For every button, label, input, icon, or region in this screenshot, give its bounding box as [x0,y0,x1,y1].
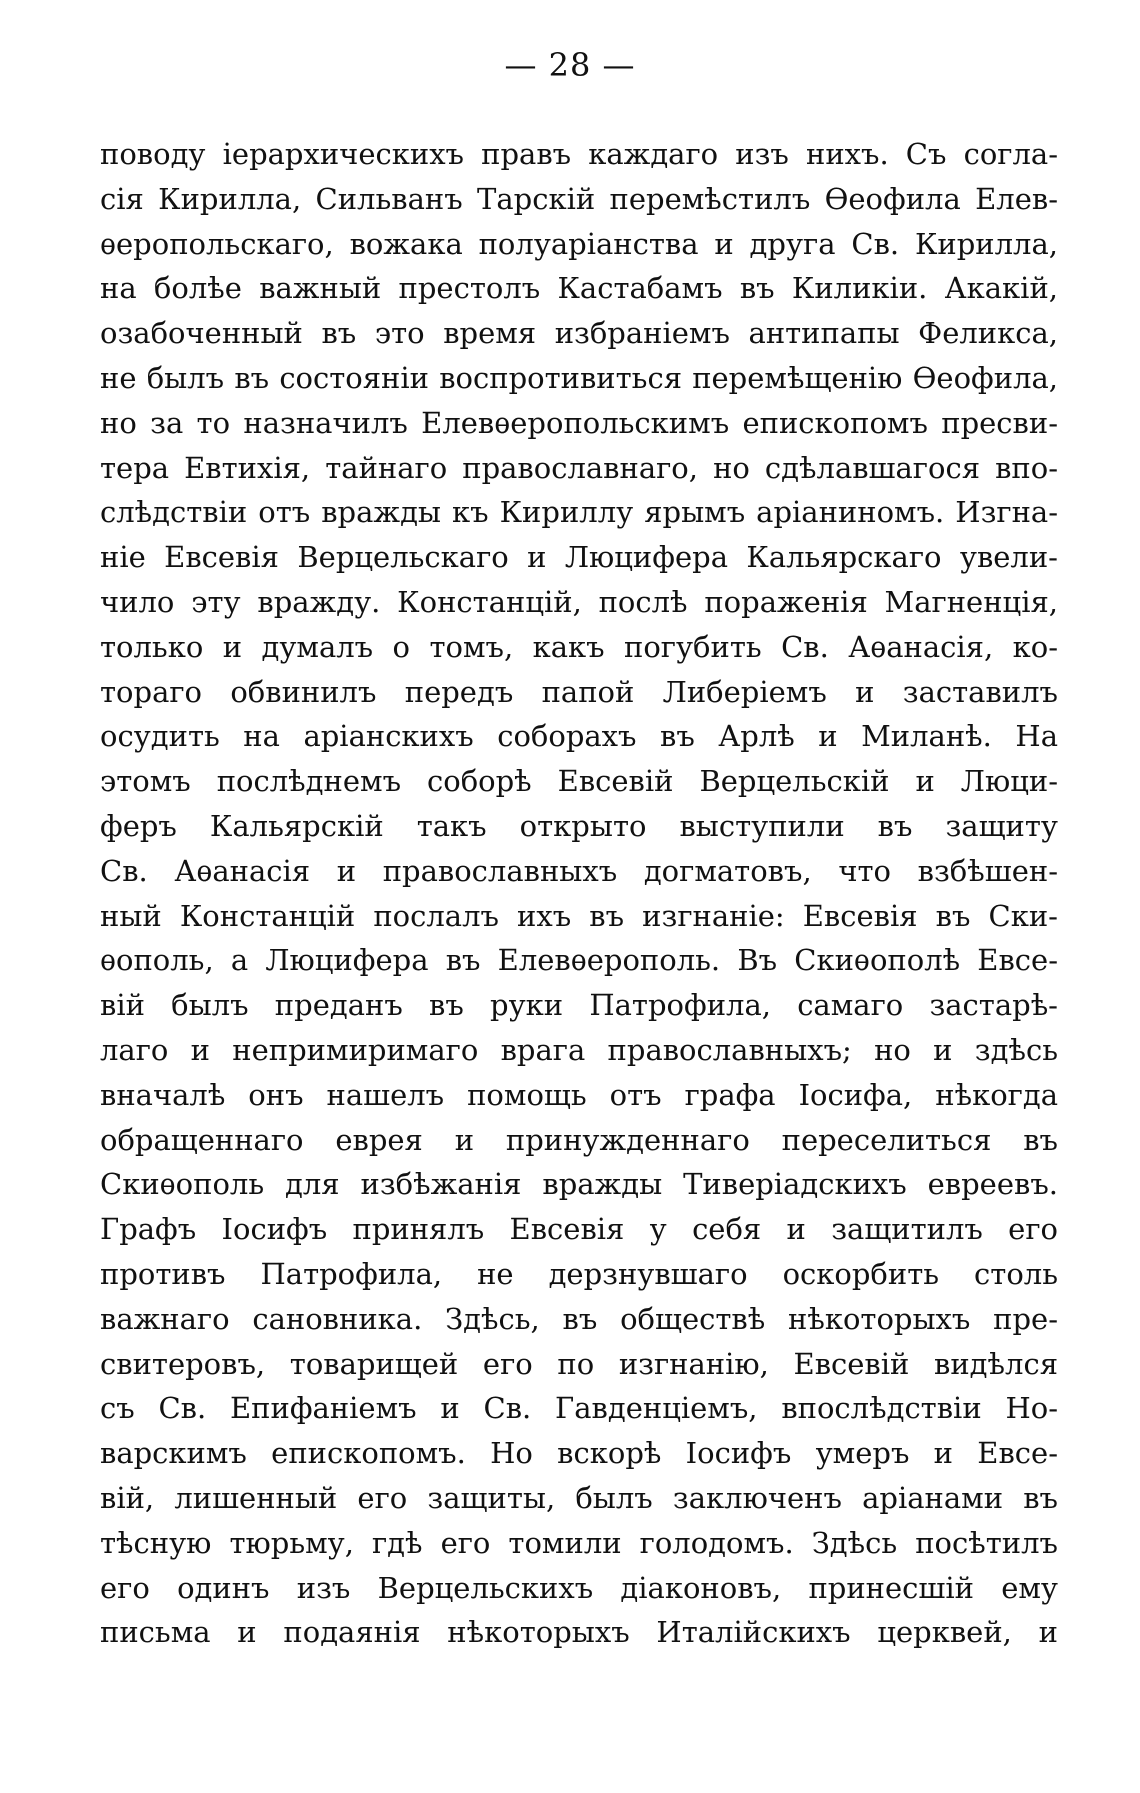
text-line: чило эту вражду. Констанцій, послѣ пораженія Магненція, [100,584,1058,619]
page-number: — 28 — [504,46,636,84]
text-line: на болѣе важный престолъ Кастабамъ въ Киликіи. Акакій, [100,271,1058,306]
text-line: ный Констанцій послалъ ихъ въ изгнаніе: Евсевія въ Ски- [100,898,1058,933]
text-line: осудить на аріанскихъ соборахъ въ Арлѣ и Миланѣ. На [100,719,1058,754]
text-line: Скиѳополь для избѣжанія вражды Тиверіадскихъ евреевъ. [100,1167,1058,1202]
text-line: его одинъ изъ Верцельскихъ діаконовъ, принесшій ему [100,1570,1058,1605]
text-line: ніе Евсевія Верцельскаго и Люцифера Кальярскаго увели- [100,540,1058,575]
text-line: тѣсную тюрьму, гдѣ его томили голодомъ. Здѣсь посѣтилъ [100,1525,1058,1560]
text-line: Графъ Іосифъ принялъ Евсевія у себя и защитилъ его [100,1212,1058,1247]
text-line: вій, лишенный его защиты, былъ заключенъ аріанами въ [100,1480,1058,1515]
text-line: слѣдствіи отъ вражды къ Кириллу ярымъ аріаниномъ. Изгна- [100,495,1058,530]
text-line: только и думалъ о томъ, какъ погубить Св. Аѳанасія, ко- [100,629,1058,664]
text-line: тера Евтихія, тайнаго православнаго, но сдѣлавшагося впо- [100,450,1058,485]
text-line: съ Св. Епифаніемъ и Св. Гавденціемъ, впослѣдствіи Но- [100,1391,1058,1426]
text-line: вначалѣ онъ нашелъ помощь отъ графа Іосифа, нѣкогда [100,1077,1058,1112]
text-line: лаго и непримиримаго врага православныхъ; но и здѣсь [100,1032,1058,1067]
text-line: ѳеропольскаго, вожака полуаріанства и друга Св. Кирилла, [100,226,1058,261]
text-line: свитеровъ, товарищей его по изгнанію, Евсевій видѣлся [100,1346,1058,1381]
text-line: обращеннаго еврея и принужденнаго переселиться въ [100,1122,1058,1157]
text-line: Св. Аѳанасія и православныхъ догматовъ, что взбѣшен- [100,853,1058,888]
text-line: феръ Кальярскій такъ открыто выступили въ защиту [100,808,1058,843]
text-line: тораго обвинилъ передъ папой Либеріемъ и заставилъ [100,674,1058,709]
text-line: не былъ въ состояніи воспротивиться перемѣщенію Ѳеофила, [100,360,1058,395]
text-line: вій былъ преданъ въ руки Патрофила, самаго застарѣ- [100,988,1058,1023]
text-line: варскимъ епископомъ. Но вскорѣ Іосифъ умеръ и Евсе- [100,1436,1058,1471]
text-line: этомъ послѣднемъ соборѣ Евсевій Верцельскій и Люци- [100,764,1058,799]
text-line: поводу іерархическихъ правъ каждаго изъ нихъ. Съ согла- [100,137,1058,171]
text-line: важнаго сановника. Здѣсь, въ обществѣ нѣкоторыхъ пре- [100,1301,1058,1336]
text-line: ѳополь, а Люцифера въ Елевѳерополь. Въ Скиѳополѣ Евсе- [100,943,1058,978]
text-line: письма и подаянія нѣкоторыхъ Италійскихъ церквей, и [100,1615,1058,1650]
text-line: сія Кирилла, Сильванъ Тарскій перемѣстилъ Ѳеофила Елев- [100,181,1058,216]
text-line: озабоченный въ это время избраніемъ антипапы Феликса, [100,316,1058,351]
text-line: противъ Патрофила, не дерзнувшаго оскорбить столь [100,1256,1058,1291]
body-text [100,132,1058,1655]
text-line: но за то назначилъ Елевѳеропольскимъ епископомъ пресви- [100,405,1058,440]
